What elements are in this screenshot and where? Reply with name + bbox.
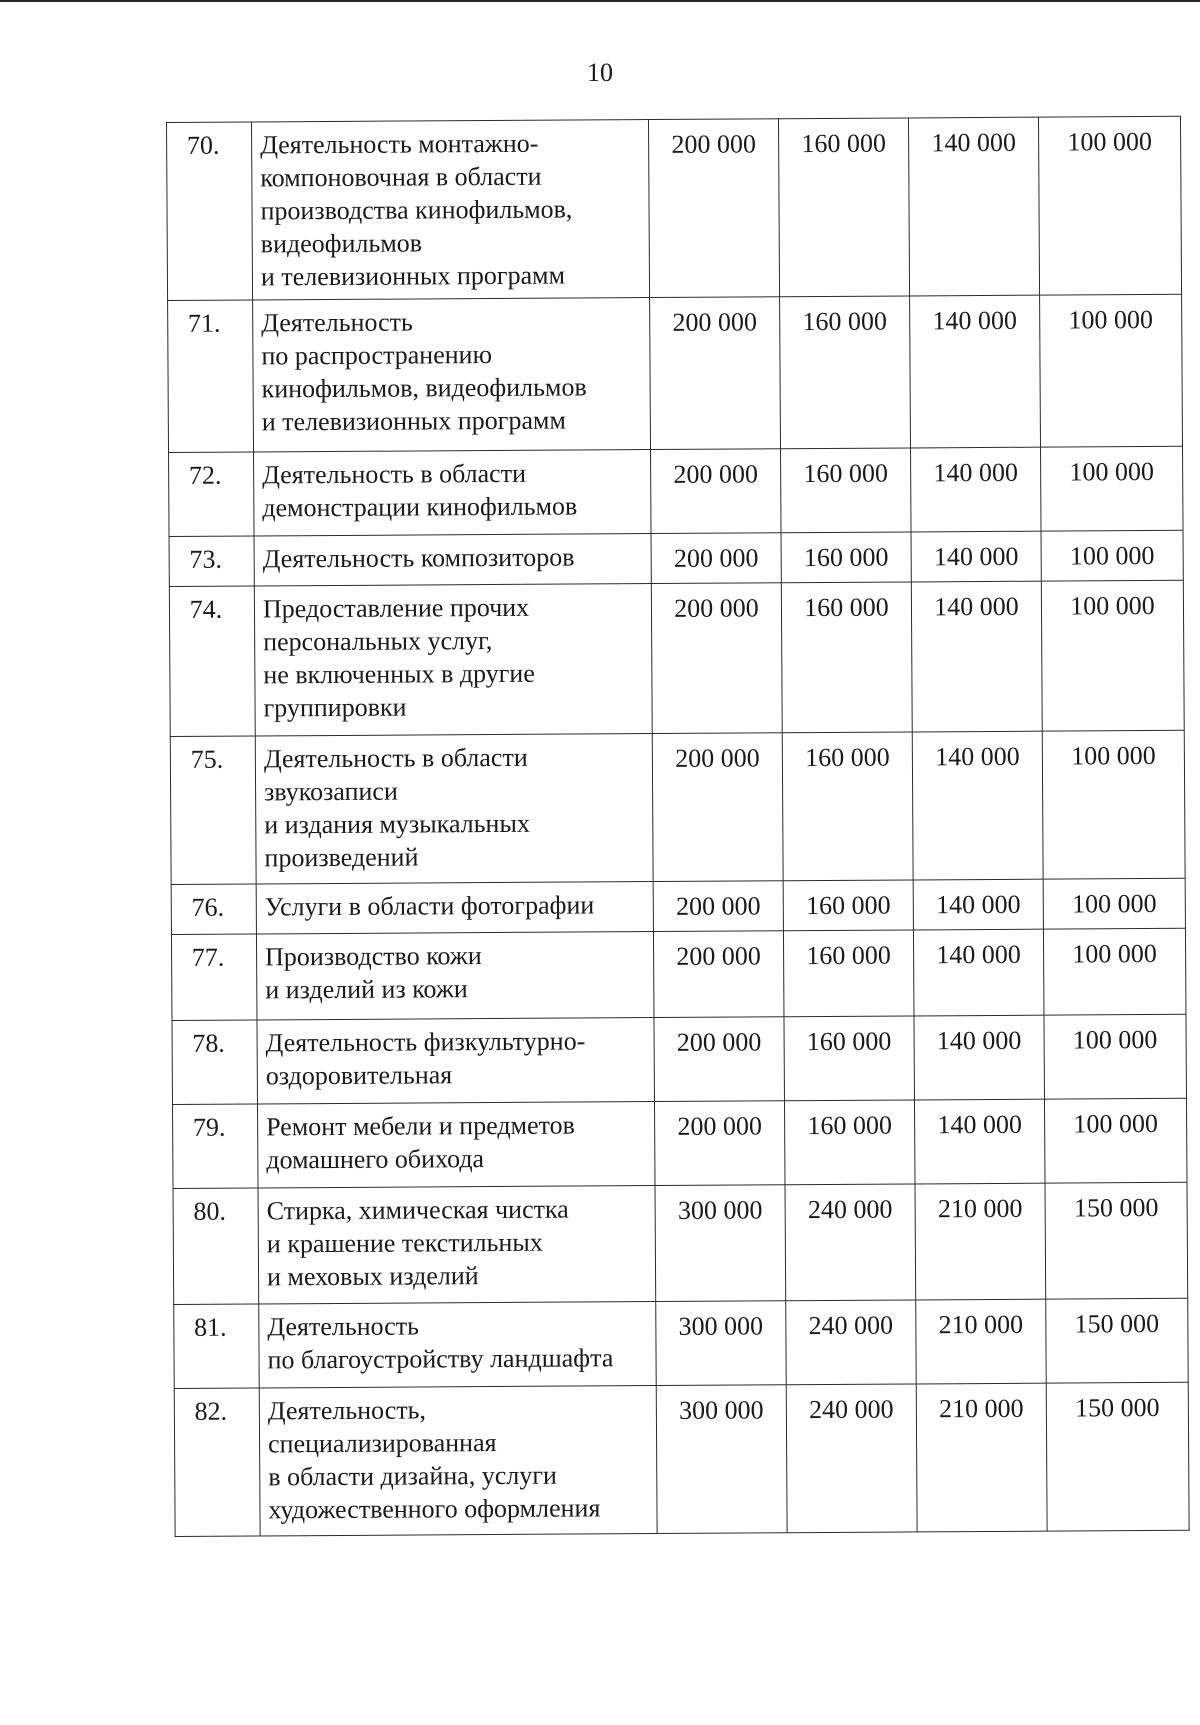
row-number: 71.	[168, 300, 254, 453]
amount-cell: 100 000	[1041, 580, 1184, 731]
table-row	[173, 1098, 1187, 1188]
activity-name-line: Деятельность композиторов	[262, 542, 575, 574]
activity-name-line: специализированная	[267, 1428, 497, 1459]
amount-cell: 140 000	[911, 581, 1042, 732]
activity-name-line: и телевизионных программ	[261, 405, 566, 437]
amount-cell: 160 000	[781, 582, 912, 733]
activity-name	[259, 1386, 657, 1536]
row-number: 79.	[173, 1104, 259, 1189]
amount-cell: 100 000	[1042, 730, 1185, 879]
activity-name-line: Деятельность монтажно-	[260, 128, 539, 160]
amount-cell: 200 000	[650, 297, 781, 450]
activity-name-line: в области дизайна, услуги	[268, 1460, 557, 1492]
row-number: 80.	[173, 1188, 259, 1305]
amount-cell: 140 000	[913, 929, 1044, 1016]
activity-name	[258, 1102, 656, 1188]
activity-name-line: Деятельность в области	[263, 742, 528, 774]
table-row	[170, 730, 1185, 884]
row-number: 70.	[167, 122, 253, 301]
activity-name-line: произведений	[264, 842, 419, 873]
amount-cell: 100 000	[1044, 1014, 1187, 1099]
table-row	[173, 1182, 1188, 1304]
activity-name	[253, 298, 651, 452]
table-row	[169, 446, 1183, 536]
activity-name	[254, 450, 652, 536]
activity-name-line: Деятельность	[267, 1311, 420, 1342]
activity-name-line: и меховых изделий	[266, 1261, 479, 1292]
row-number: 75.	[170, 736, 256, 885]
activity-name-line: художественного оформления	[268, 1493, 601, 1525]
amount-cell: 160 000	[784, 1100, 915, 1185]
activity-name-line: персональных услуг,	[263, 626, 493, 657]
amount-cell: 150 000	[1045, 1182, 1188, 1299]
amount-cell: 100 000	[1040, 294, 1183, 447]
amount-cell: 160 000	[781, 448, 912, 533]
amount-cell: 200 000	[654, 1017, 785, 1102]
activity-name	[258, 1186, 656, 1304]
amount-cell: 140 000	[914, 1099, 1045, 1184]
amount-cell: 140 000	[911, 531, 1041, 582]
amount-cell: 300 000	[656, 1301, 787, 1386]
amount-cell: 210 000	[916, 1383, 1047, 1532]
table-row	[169, 530, 1183, 586]
amount-cell: 200 000	[653, 931, 784, 1018]
amount-cell: 140 000	[912, 731, 1043, 880]
table-row	[174, 1382, 1189, 1536]
page-top-edge	[0, 0, 1200, 2]
activity-name-line: Стирка, химическая чистка	[266, 1194, 569, 1226]
amount-cell: 150 000	[1046, 1382, 1189, 1531]
amount-cell: 200 000	[653, 881, 783, 932]
page-number: 10	[587, 58, 613, 87]
activity-name-line: кинофильмов, видеофильмов	[261, 372, 587, 404]
activity-name-line: не включенных в другие	[263, 658, 535, 690]
amount-cell: 160 000	[783, 930, 914, 1017]
activity-name-line: звукозаписи	[264, 776, 398, 807]
amount-cell: 240 000	[786, 1384, 917, 1533]
activity-name	[254, 584, 652, 736]
activity-name	[256, 932, 654, 1020]
amount-cell: 140 000	[910, 295, 1041, 448]
activity-name-line: демонстрации кинофильмов	[262, 491, 578, 523]
activity-name-line: компоновочная в области	[260, 161, 542, 193]
row-number: 74.	[169, 586, 255, 737]
table-row	[169, 580, 1184, 736]
activity-name	[252, 120, 650, 300]
amount-cell: 100 000	[1038, 116, 1181, 295]
row-number: 73.	[169, 536, 254, 587]
activity-name-line: и издания музыкальных	[264, 808, 530, 840]
row-number: 82.	[174, 1388, 260, 1537]
amount-cell: 240 000	[786, 1300, 917, 1385]
activity-name-line: Производство кожи	[265, 941, 482, 972]
fee-table	[166, 116, 1190, 1537]
amount-cell: 200 000	[651, 533, 781, 584]
activity-name	[259, 1302, 657, 1388]
activity-name-line: Деятельность,	[267, 1395, 427, 1426]
activity-name-line: по благоустройству ландшафта	[267, 1343, 614, 1375]
activity-name	[255, 734, 653, 884]
amount-cell: 200 000	[654, 1101, 785, 1186]
activity-name-line: Предоставление прочих	[262, 592, 530, 624]
amount-cell: 160 000	[778, 118, 909, 297]
table-row	[168, 294, 1183, 452]
amount-cell: 160 000	[781, 532, 911, 583]
amount-cell: 200 000	[651, 449, 782, 534]
activity-name	[256, 882, 653, 934]
amount-cell: 240 000	[785, 1184, 916, 1301]
amount-cell: 100 000	[1043, 878, 1185, 929]
activity-name-line: и изделий из кожи	[265, 974, 468, 1005]
amount-cell: 140 000	[908, 117, 1039, 296]
amount-cell: 200 000	[648, 119, 779, 298]
amount-cell: 100 000	[1044, 1098, 1187, 1183]
amount-cell: 140 000	[914, 1015, 1045, 1100]
activity-name-line: видеофильмов	[260, 228, 423, 259]
amount-cell: 100 000	[1041, 530, 1183, 581]
activity-name-line: Ремонт мебели и предметов	[266, 1110, 575, 1142]
table-row	[167, 116, 1182, 300]
activity-name-line: по распространению	[261, 340, 493, 371]
activity-name-line: производства кинофильмов,	[260, 194, 573, 226]
row-number: 81.	[174, 1304, 260, 1389]
activity-name	[254, 534, 651, 586]
row-number: 76.	[171, 884, 256, 935]
amount-cell: 160 000	[783, 880, 913, 931]
activity-name-line: Услуги в области фотографии	[264, 890, 595, 922]
activity-name-line: группировки	[263, 692, 407, 723]
table-row	[172, 1014, 1186, 1104]
amount-cell: 140 000	[913, 879, 1043, 930]
table-row	[171, 878, 1185, 934]
activity-name-line: Деятельность в области	[262, 458, 527, 490]
amount-cell: 140 000	[911, 447, 1042, 532]
amount-cell: 300 000	[656, 1385, 787, 1534]
amount-cell: 100 000	[1041, 446, 1184, 531]
amount-cell: 160 000	[784, 1016, 915, 1101]
amount-cell: 200 000	[652, 733, 783, 882]
row-number: 77.	[171, 934, 257, 1021]
activity-name	[257, 1018, 655, 1104]
activity-name-line: домашнего обихода	[266, 1144, 485, 1175]
activity-name-line: Деятельность физкультурно-	[265, 1026, 586, 1058]
activity-name-line: Деятельность	[261, 307, 413, 338]
table-row	[174, 1298, 1188, 1388]
activity-name-line: и телевизионных программ	[260, 260, 566, 292]
row-number: 72.	[169, 452, 255, 537]
row-number: 78.	[172, 1020, 258, 1105]
activity-name-line: и крашение текстильных	[266, 1227, 543, 1259]
amount-cell: 160 000	[780, 296, 911, 449]
fee-table-body	[167, 116, 1190, 1536]
table-row	[171, 928, 1186, 1020]
amount-cell: 200 000	[651, 583, 782, 734]
amount-cell: 160 000	[782, 732, 913, 881]
amount-cell: 210 000	[916, 1299, 1047, 1384]
amount-cell: 100 000	[1043, 928, 1186, 1015]
amount-cell: 210 000	[915, 1183, 1046, 1300]
activity-name-line: оздоровительная	[265, 1060, 453, 1091]
amount-cell: 150 000	[1046, 1298, 1189, 1383]
amount-cell: 300 000	[655, 1185, 786, 1302]
